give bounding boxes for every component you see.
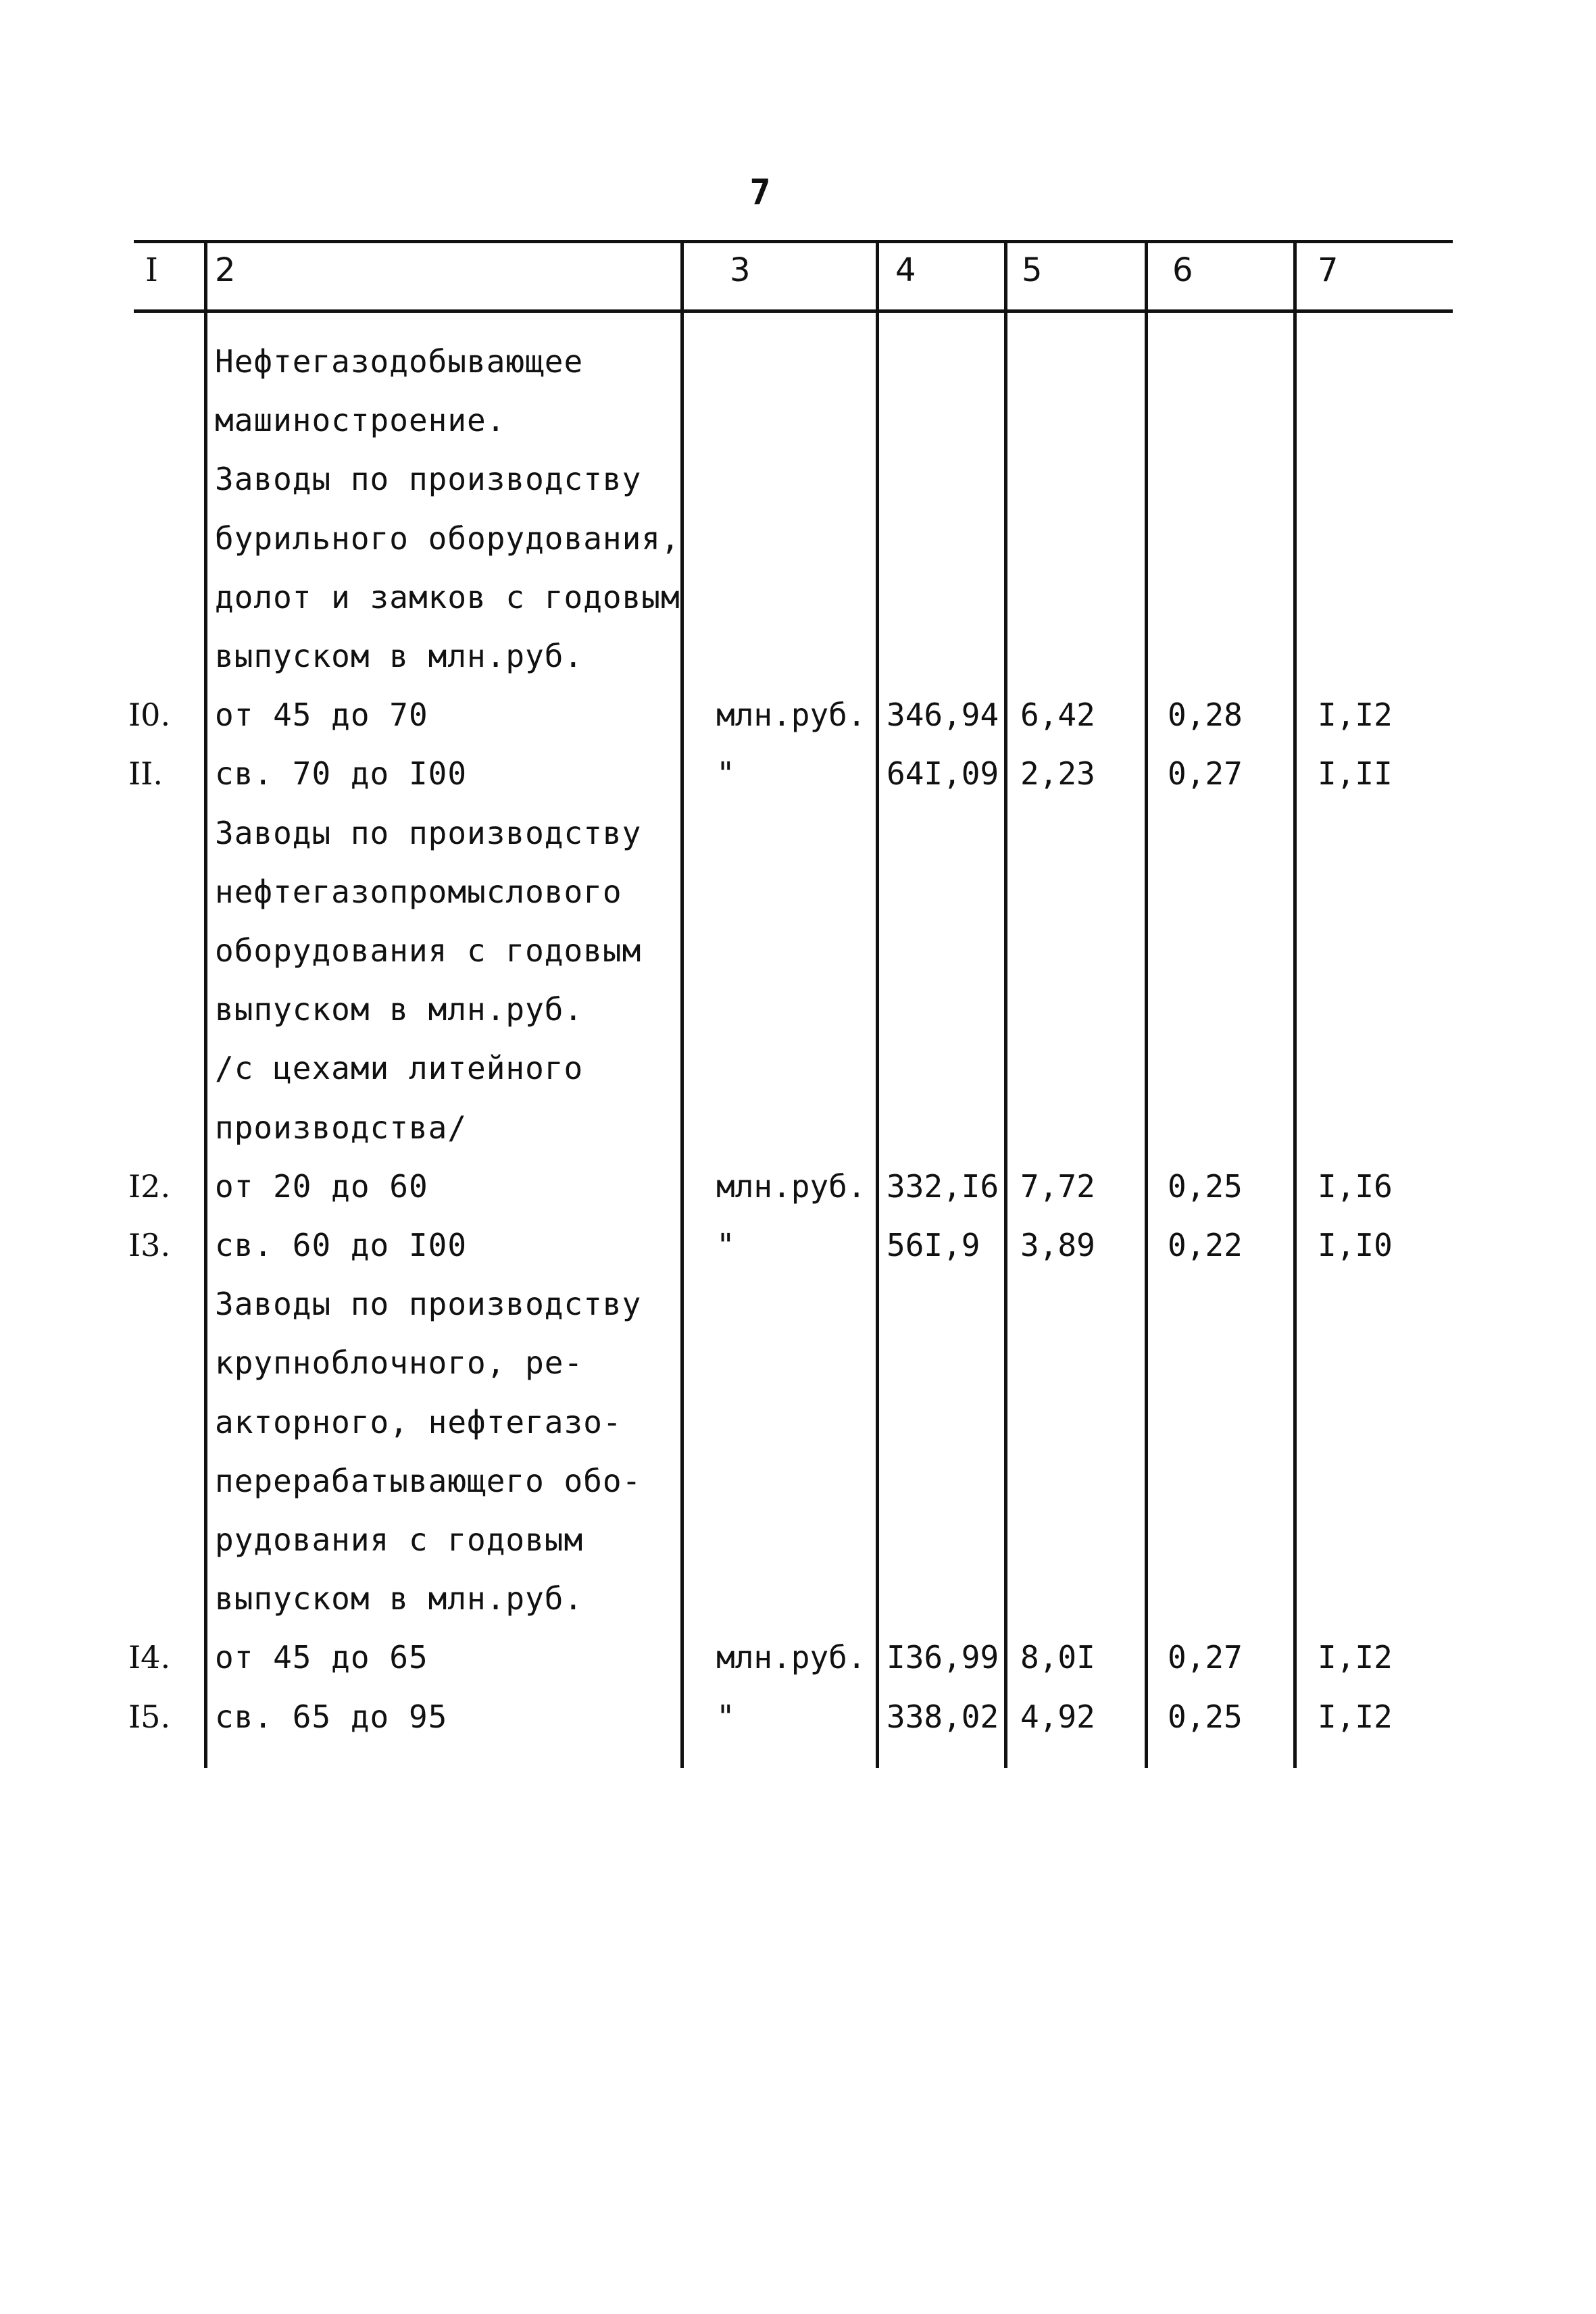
row-description: от 45 до 70: [215, 697, 428, 734]
value-col6: 0,28: [1168, 697, 1243, 734]
row-description: св. 70 до I00: [215, 755, 468, 793]
value-col4: 338,02: [887, 1698, 999, 1735]
column-rule: [1004, 240, 1007, 1768]
row-description: /с цехами литейного: [215, 1050, 584, 1087]
value-col5: 6,42: [1020, 697, 1095, 734]
column-rule: [1293, 240, 1297, 1768]
row-description: св. 65 до 95: [215, 1698, 448, 1735]
column-header: 7: [1318, 251, 1339, 289]
row-description: долот и замков с годовым: [215, 578, 680, 615]
row-description: машиностроение.: [215, 402, 506, 439]
row-description: Заводы по производству: [215, 461, 642, 498]
value-col4: 332,I6: [887, 1167, 999, 1205]
column-header: 6: [1172, 251, 1193, 289]
value-col7: I,II: [1318, 755, 1393, 793]
row-description: нефтегазопромыслового: [215, 873, 622, 910]
row-description: Заводы по производству: [215, 814, 642, 851]
value-col4: I36,99: [887, 1639, 999, 1676]
value-col5: 3,89: [1020, 1227, 1095, 1263]
value-col5: 4,92: [1020, 1698, 1095, 1735]
row-description: крупноблочного, ре-: [215, 1344, 584, 1382]
table-top-rule: [134, 240, 1453, 243]
row-description: производства/: [215, 1109, 468, 1146]
value-col5: 2,23: [1020, 755, 1095, 793]
value-col6: 0,27: [1168, 755, 1243, 793]
page-number: 7: [749, 172, 771, 213]
row-description: перерабатывающего обо-: [215, 1462, 642, 1499]
value-col4: 346,94: [887, 697, 999, 734]
table-header-rule: [134, 309, 1453, 313]
row-description: Нефтегазодобывающее: [215, 343, 584, 380]
column-rule: [680, 240, 684, 1768]
row-description: от 20 до 60: [215, 1167, 428, 1205]
value-col6: 0,22: [1168, 1227, 1243, 1263]
row-description: Заводы по производству: [215, 1286, 642, 1323]
row-description: выпуском в млн.руб.: [215, 1580, 584, 1617]
column-header: 2: [215, 251, 236, 289]
value-col6: 0,27: [1168, 1639, 1243, 1676]
row-description: акторного, нефтегазо-: [215, 1403, 622, 1440]
value-col7: I,I6: [1318, 1167, 1393, 1205]
column-header: I: [145, 251, 158, 289]
value-col5: 7,72: [1020, 1167, 1095, 1205]
row-description: оборудования с годовым: [215, 932, 642, 969]
unit-cell: ": [716, 755, 735, 793]
column-rule: [1145, 240, 1148, 1768]
column-rule: [204, 240, 207, 1768]
value-col6: 0,25: [1168, 1167, 1243, 1205]
row-number: I5.: [128, 1698, 171, 1735]
value-col7: I,I2: [1318, 1698, 1393, 1735]
unit-cell: млн.руб.: [716, 1639, 866, 1676]
row-number: I0.: [128, 697, 171, 734]
row-number: I2.: [128, 1167, 171, 1205]
value-col4: 56I,9: [887, 1227, 980, 1263]
unit-cell: ": [716, 1227, 735, 1263]
row-description: выпуском в млн.руб.: [215, 638, 584, 674]
row-description: выпуском в млн.руб.: [215, 991, 584, 1028]
column-header: 4: [895, 251, 916, 289]
value-col5: 8,0I: [1020, 1639, 1095, 1676]
row-description: от 45 до 65: [215, 1639, 428, 1676]
value-col7: I,I2: [1318, 697, 1393, 734]
row-number: I4.: [128, 1639, 171, 1676]
row-description: св. 60 до I00: [215, 1227, 468, 1263]
unit-cell: ": [716, 1698, 735, 1735]
row-number: I3.: [128, 1227, 171, 1263]
row-description: бурильного оборудования,: [215, 520, 680, 557]
row-description: рудования с годовым: [215, 1521, 584, 1558]
value-col7: I,I2: [1318, 1639, 1393, 1676]
value-col6: 0,25: [1168, 1698, 1243, 1735]
column-header: 3: [730, 251, 751, 289]
column-header: 5: [1022, 251, 1043, 289]
value-col4: 64I,09: [887, 755, 999, 793]
unit-cell: млн.руб.: [716, 697, 866, 734]
row-number: II.: [128, 755, 163, 793]
unit-cell: млн.руб.: [716, 1167, 866, 1205]
value-col7: I,I0: [1318, 1227, 1393, 1263]
column-rule: [876, 240, 879, 1768]
